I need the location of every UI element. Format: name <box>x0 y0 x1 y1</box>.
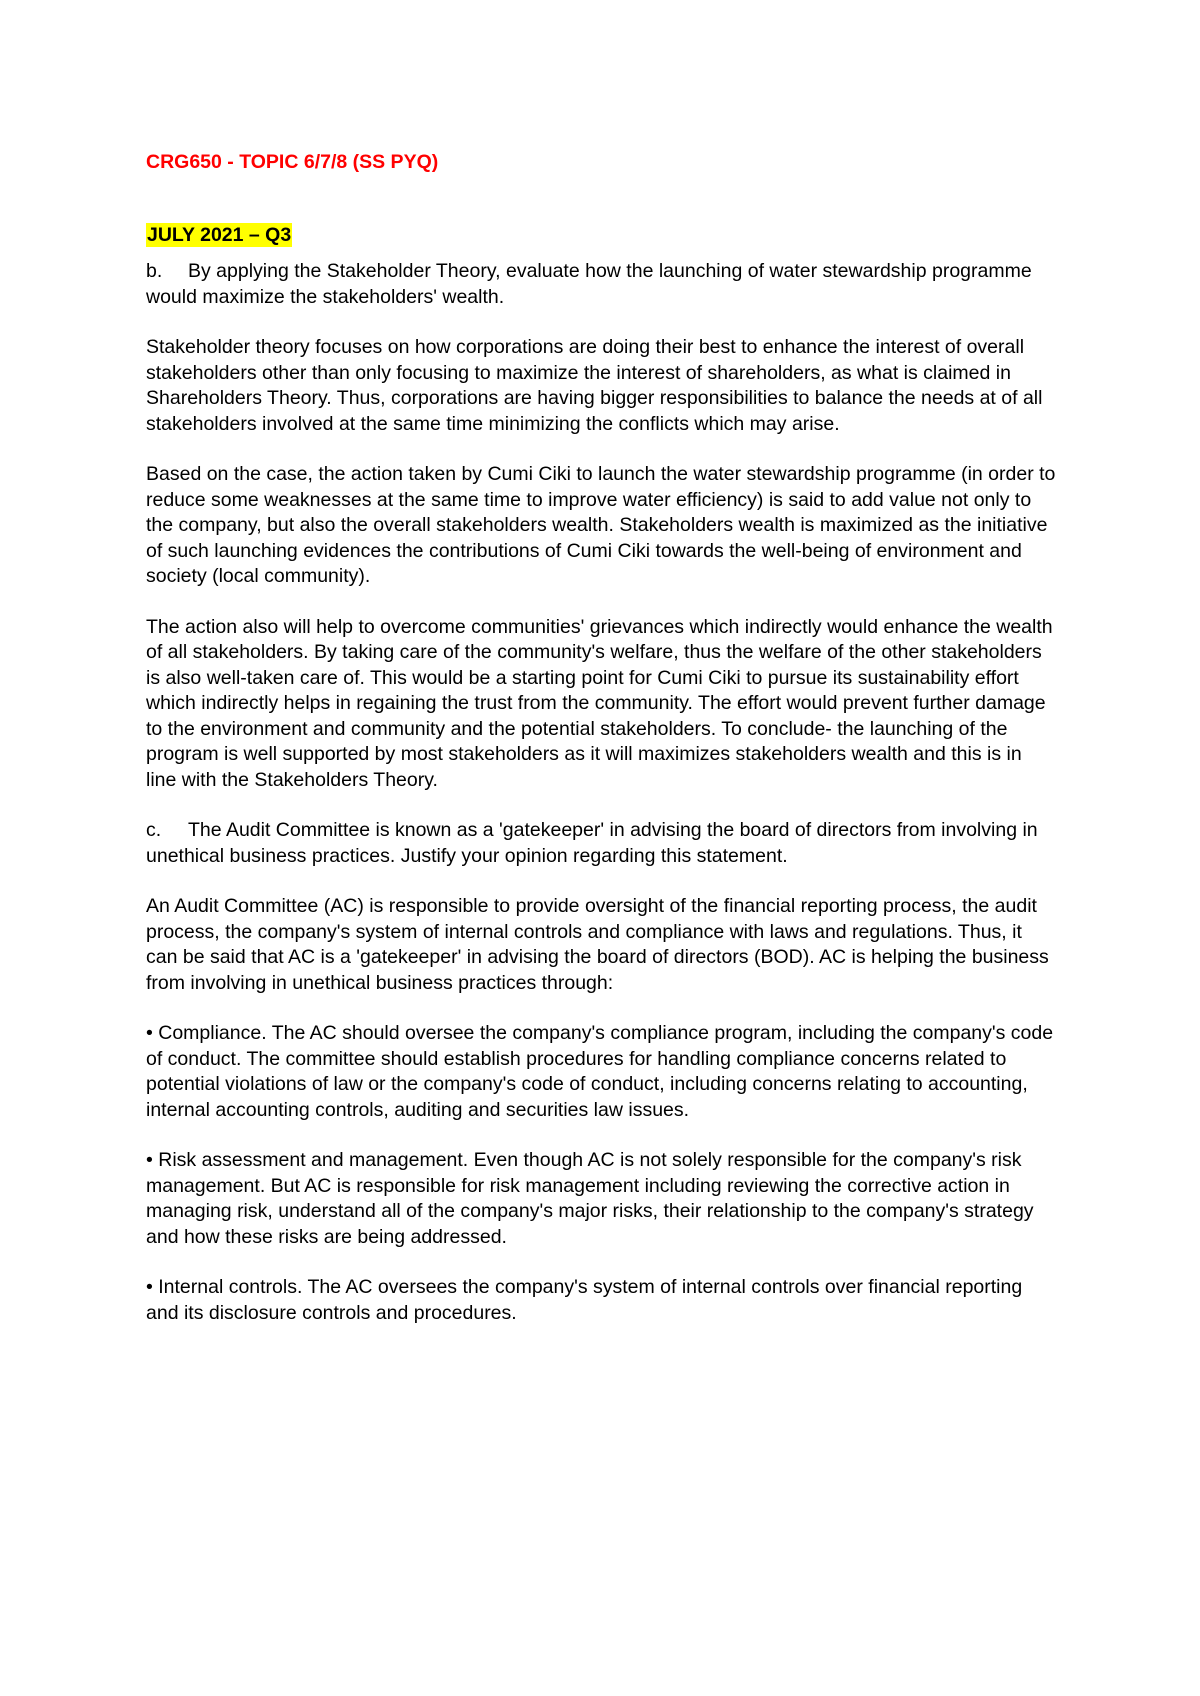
section-heading: JULY 2021 – Q3 <box>147 223 292 246</box>
question-c <box>146 818 1056 869</box>
document-page <box>146 150 1056 1326</box>
answer-c-point-internal-controls: • Internal controls. The AC oversees the company's system of internal controls over financial reporting and its disclosure controls and procedures. <box>146 1276 1023 1324</box>
answer-c-point-compliance: • Compliance. The AC should oversee the company's compliance program, including the company's code of conduct. The committee should establish procedures for handling compliance concerns related to potential violations of law or the company's code of conduct, including concerns relating to accounting, internal accounting controls, auditing and securities law issues. <box>146 1022 1054 1121</box>
answer-c-point-risk: • Risk assessment and management. Even though AC is not solely responsible for the company's risk management. But AC is responsible for risk management including reviewing the corrective action in managing risk, understand all of the company's major risks, their relationship to the company's strategy and how these risks are being addressed. <box>146 1149 1034 1248</box>
question-b-text: By applying the Stakeholder Theory, evaluate how the launching of water stewardship programme would maximize the stakeholders' wealth. <box>146 260 1032 308</box>
answer-b-paragraph-2: Based on the case, the action taken by Cumi Ciki to launch the water stewardship programme (in order to reduce some weaknesses at the same time to improve water efficiency) is said to add value not only to the company, but also the overall stakeholders wealth. Stakeholders wealth is maximized as the initiative of such launching evidences the contributions of Cumi Ciki towards the well-being of environment and society (local community). <box>146 463 1056 587</box>
question-b <box>146 259 1056 310</box>
question-c-prefix: c. <box>146 819 162 841</box>
answer-c-intro: An Audit Committee (AC) is responsible to provide oversight of the financial reporting process, the audit process, the company's system of internal controls and compliance with laws and regulations. Thus, it can be said that AC is a 'gatekeeper' in advising the board of directors (BOD). AC is helping the business from involving in unethical business practices through: <box>146 895 1049 994</box>
document-title: CRG650 - TOPIC 6/7/8 (SS PYQ) <box>146 151 439 173</box>
question-b-prefix: b. <box>146 260 163 282</box>
section-heading-wrapper <box>146 223 1056 249</box>
answer-b-paragraph-1: Stakeholder theory focuses on how corporations are doing their best to enhance the interest of overall stakeholders other than only focusing to maximize the interest of shareholders, as what is claimed in Shareholders Theory. Thus, corporations are having bigger responsibilities to balance the needs at of all stakeholders involved at the same time minimizing the conflicts which may arise. <box>146 336 1043 435</box>
question-c-text: The Audit Committee is known as a 'gatekeeper' in advising the board of directors from involving in unethical business practices. Justify your opinion regarding this statement. <box>146 819 1038 867</box>
answer-b-paragraph-3: The action also will help to overcome communities' grievances which indirectly would enhance the wealth of all stakeholders. By taking care of the community's welfare, thus the welfare of the other stakeholders is also well-taken care of. This would be a starting point for Cumi Ciki to pursue its sustainability effort which indirectly helps in regaining the trust from the community. The effort would prevent further damage to the environment and community and the potential stakeholders. To conclude- the launching of the program is well supported by most stakeholders as it will maximizes stakeholders wealth and this is in line with the Stakeholders Theory. <box>146 615 1053 791</box>
